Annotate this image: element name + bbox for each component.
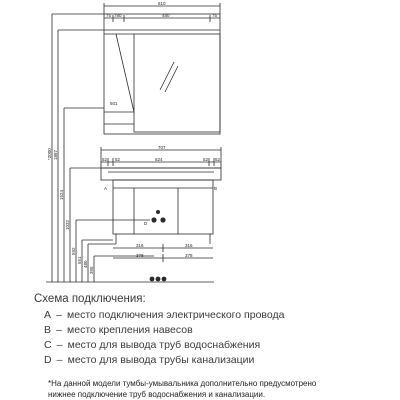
dim-mid-seg-2: 52	[115, 157, 121, 162]
dim-height-6: 480	[83, 260, 88, 268]
dim-top-seg-4: 75	[212, 13, 218, 18]
footnote-line-2: нижнее подключение труб водоснабжения и канализации.	[48, 390, 266, 399]
dim-top-seg-1: 75	[106, 13, 112, 18]
dim-mid-seg-1: 52	[102, 157, 108, 162]
footnote-line-1: *На данной модели тумбы-умывальника дополнительно предусмотрено	[48, 379, 317, 388]
legend-text: место подключения электрического провода	[67, 309, 285, 321]
floor-pipe-1-icon	[150, 277, 155, 282]
label-b: B	[214, 186, 218, 191]
dim-height-3: 1032	[65, 219, 70, 230]
dim-height-4: 592	[71, 247, 76, 255]
dim-bottom-right-2: 378	[185, 253, 193, 258]
dim-height-1: 1887	[53, 149, 58, 160]
dim-bottom-left: 316	[136, 243, 144, 248]
vanity-countertop	[101, 168, 221, 180]
footnote	[48, 378, 398, 400]
dim-top-seg-3: 480	[162, 13, 170, 18]
water-pipe-right-icon	[160, 217, 165, 222]
dim-bottom-right: 316	[185, 243, 193, 248]
mirror-panel	[134, 34, 220, 132]
legend-text: место для вывода трубы канализации	[67, 354, 255, 366]
legend-letter: B	[44, 324, 52, 336]
dim-top-seg-2: 780	[114, 13, 122, 18]
mirror-cabinet	[104, 14, 220, 134]
dim-mid-seg-5: 52	[215, 157, 221, 162]
legend-item-c: C – место для вывода труб водоснабжения	[44, 339, 261, 351]
legend-letter: A	[44, 309, 52, 321]
floor-pipe-3-icon	[162, 277, 167, 282]
dim-top-width: 810	[158, 1, 166, 6]
mirror-reflection-1	[160, 62, 174, 90]
legend-item-d: D – место для вывода трубы канализации	[44, 354, 255, 366]
drain-pipe-icon	[156, 210, 160, 214]
label-d: D	[144, 221, 148, 226]
water-pipe-left-icon	[151, 217, 156, 222]
dim-mid-seg-4: 52	[203, 157, 209, 162]
legend-text: место для вывода труб водоснабжения	[67, 339, 261, 351]
connection-legend	[34, 292, 394, 368]
mirror-reflection-2	[165, 66, 178, 92]
dim-height-7: 395	[89, 266, 94, 274]
legend-letter: C	[44, 339, 52, 351]
dim-bottom-left-2: 378	[136, 253, 144, 258]
floor-pipe-2-icon	[156, 277, 161, 282]
dim-mid-width: 707	[158, 145, 166, 150]
dim-height-total: *2000	[47, 148, 52, 160]
dim-top-margin: 501	[110, 101, 118, 106]
legend-text: место крепления навесов	[67, 324, 193, 336]
connection-points	[150, 210, 167, 281]
legend-item-a: A – место подключения электрического провода	[44, 309, 285, 321]
label-a: A	[104, 186, 108, 191]
dim-height-5: 551	[77, 256, 82, 264]
legend-item-b: B – место крепления навесов	[44, 324, 193, 336]
dim-height-2: 1524	[59, 189, 64, 200]
legend-title: Схема подключения:	[34, 293, 146, 305]
legend-letter: D	[44, 354, 52, 366]
dim-mid-seg-3: 624	[155, 157, 163, 162]
